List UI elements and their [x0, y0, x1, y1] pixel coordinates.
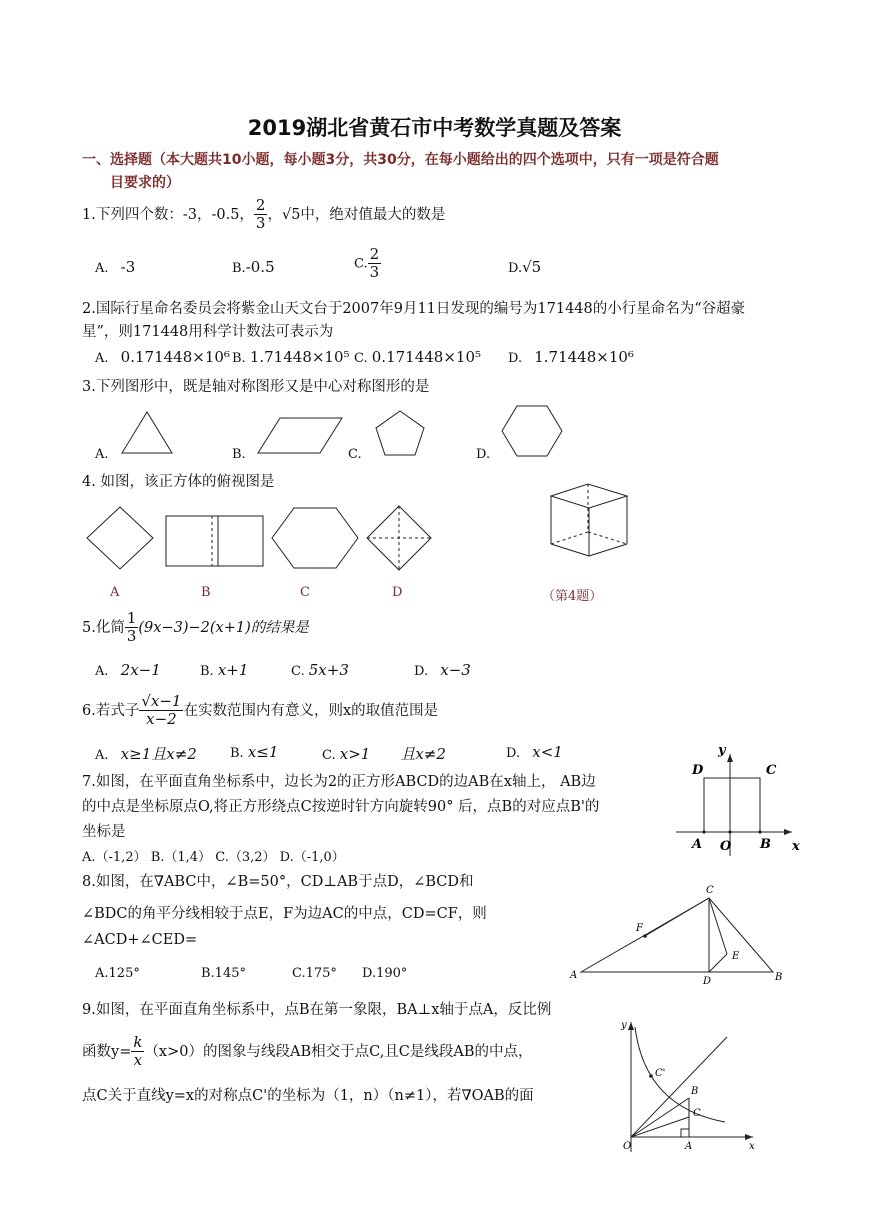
question-5-stem: 5.化简 $\frac{1}{3}$ (9x−3)−2(x+1)的结果是 [82, 609, 309, 646]
question-7-line1: 7.如图，在平面直角坐标系中，边长为2的正方形ABCD的边AB在x轴上， AB边 [82, 774, 596, 790]
q1-option-b: B.-0.5 [232, 258, 275, 276]
q6-option-b: B. x≤1 [230, 743, 279, 761]
q7-options: A.（-1,2） B.（1,4） C.（3,2） D.（-1,0） [82, 850, 345, 865]
q2-option-d: D. 1.71448×10⁶ [508, 348, 634, 366]
q3-option-a: A. [95, 447, 109, 462]
triangle-shape [122, 412, 172, 453]
question-8-line1: 8.如图，在∇ABC中，∠B=50°，CD⊥AB于点D，∠BCD和 [82, 874, 474, 890]
question-4-stem: 4. 如图，该正方体的俯视图是 [82, 474, 275, 490]
q3-option-c: C. [348, 447, 362, 462]
label-a: A [685, 1141, 693, 1152]
fraction: $\frac{2}{3}$ [255, 196, 266, 233]
q9-figure [615, 1012, 760, 1157]
q4-label-d: D [392, 585, 403, 600]
q8-option-d: D.190° [362, 966, 408, 981]
q5-option-b: B. x+1 [200, 661, 249, 679]
question-8-line3: ∠ACD+∠CED= [82, 932, 198, 948]
q7-figure [670, 740, 805, 860]
q4-caption: （第4题） [542, 589, 603, 604]
label-b: B [691, 1086, 699, 1097]
question-7-line3: 坐标是 [82, 824, 126, 840]
q3-shapes [0, 395, 869, 465]
parallelogram-shape [258, 418, 342, 453]
view-c-hexagon [272, 508, 358, 568]
view-b-rectangle [166, 516, 263, 566]
q5-option-a: A. 2x−1 [95, 661, 161, 679]
q6-option-a: A. x≥1且x≠2 [95, 745, 197, 763]
question-8-line2: ∠BDC的角平分线相较于点E，F为边AC的中点，CD=CF，则 [82, 906, 487, 922]
q4-label-b: B [201, 585, 211, 600]
section-heading-line2: 目要求的） [110, 175, 180, 191]
q6-option-c: C. x>1 且x≠2 [322, 745, 446, 763]
label-c: C [693, 1108, 701, 1119]
label-d: D [703, 976, 712, 987]
q8-option-b: B.145° [201, 966, 246, 981]
label-a: A [570, 970, 578, 981]
q4-label-a: A [110, 585, 120, 600]
label-b: B [775, 972, 783, 983]
q8-option-c: C.175° [292, 966, 337, 981]
label-o: O [623, 1141, 632, 1152]
label-x: x [749, 1141, 755, 1152]
cube-figure [551, 484, 627, 556]
question-9-line3: 点C关于直线y=x的对称点C'的坐标为（1，n）（n≠1），若∇OAB的面 [82, 1088, 534, 1104]
q3-option-d: D. [476, 447, 491, 462]
question-3-stem: 3.下列图形中，既是轴对称图形又是中心对称图形的是 [82, 379, 430, 395]
q1-option-c: C. $\frac{2}{3}$ [354, 245, 380, 282]
q6-option-d: D. x<1 [506, 743, 563, 761]
q4-label-c: C [300, 585, 310, 600]
question-9-line2: 函数y= $\frac{k}{x}$ （x>0）的图象与线段AB相交于点C,且C是线段AB的中点， [82, 1033, 533, 1070]
question-2-line2: 星”，则171448用科学计数法可表示为 [82, 324, 334, 340]
label-y: y [621, 1020, 627, 1031]
q2-option-b: B. 1.71448×10⁵ [232, 348, 350, 366]
q4-figures [0, 480, 869, 575]
q1-option-d: D.√5 [508, 258, 542, 276]
q5-option-c: C. 5x+3 [291, 661, 349, 679]
section-heading-line1: 一、选择题（本大题共10小题，每小题3分，共30分，在每小题给出的四个选项中，只有一项是符合题 [82, 152, 719, 168]
question-9-line1: 9.如图，在平面直角坐标系中，点B在第一象限，BA⊥x轴于点A，反比例 [82, 1002, 552, 1018]
view-a-diamond [87, 507, 153, 569]
question-2-line1: 2.国际行星命名委员会将紫金山天文台于2007年9月11日发现的编号为171448的小行星命名为“谷超豪 [82, 301, 746, 317]
label-c-prime: C' [655, 1068, 666, 1079]
q2-option-c: C. 0.171448×10⁵ [354, 348, 482, 366]
hexagon-shape [502, 406, 562, 456]
q2-option-a: A. 0.171448×10⁶ [95, 348, 230, 366]
label-d: D [692, 763, 704, 778]
question-1-stem: 1.下列四个数：-3，-0.5， $\frac{2}{3}$ ，√5中，绝对值最大的数是 [82, 196, 446, 233]
label-c: C [766, 763, 777, 778]
page-title: 2019湖北省黄石市中考数学真题及答案 [247, 116, 622, 140]
label-f: F [636, 923, 643, 934]
label-c: C [706, 885, 714, 896]
label-e: E [732, 951, 740, 962]
label-o: O [720, 839, 732, 854]
label-x: x [792, 839, 800, 854]
q8-figure [565, 880, 790, 990]
q1-option-a: A. -3 [95, 258, 136, 276]
q5-option-d: D. x−3 [414, 661, 471, 679]
label-y: y [718, 743, 726, 758]
question-7-line2: 的中点是坐标原点O,将正方形绕点C按逆时针方向旋转90° 后，点B的对应点B'的 [82, 799, 600, 815]
q8-option-a: A.125° [95, 966, 140, 981]
label-a: A [692, 837, 703, 852]
label-b: B [760, 837, 771, 852]
q3-option-b: B. [232, 447, 246, 462]
pentagon-shape [376, 411, 424, 455]
question-6-stem: 6.若式子 $\frac{√x-1}{x-2}$ 在实数范围内有意义，则x的取值范围是 [82, 692, 439, 729]
